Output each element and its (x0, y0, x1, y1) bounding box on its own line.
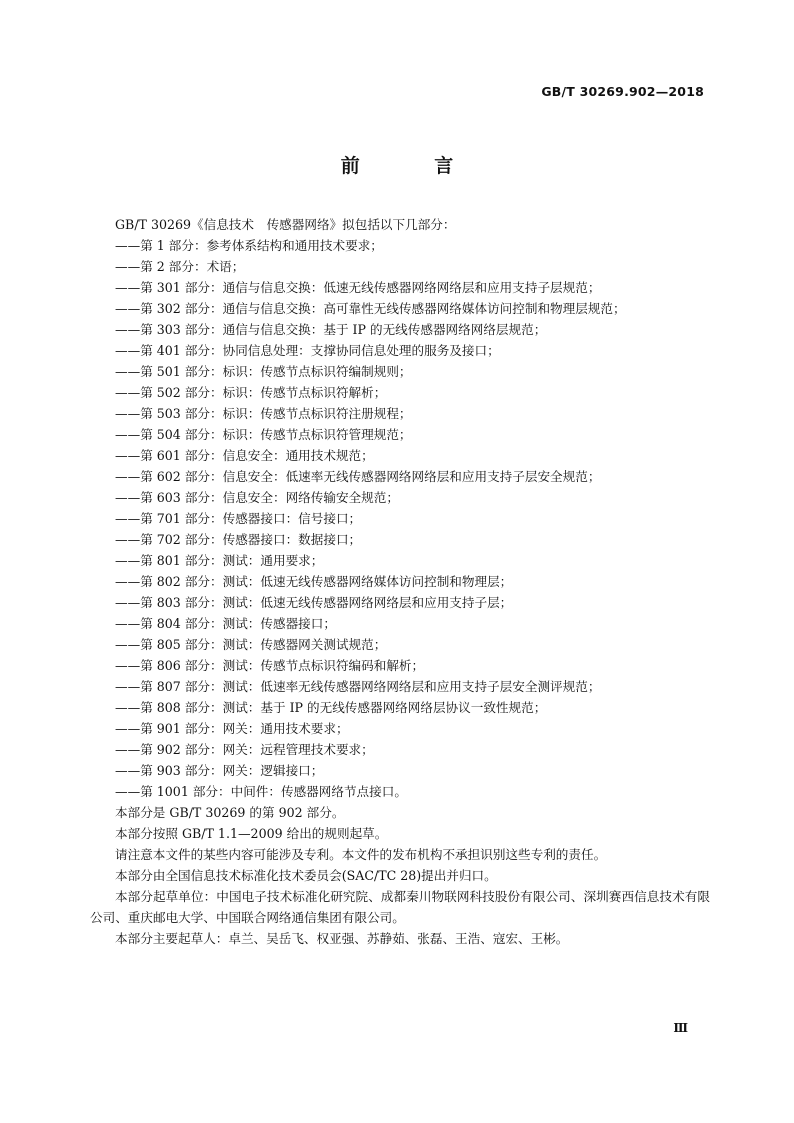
list-item: ——第 2 部分：术语； (115, 259, 245, 274)
list-item: ——第 808 部分：测试：基于 IP 的无线传感器网络网络层协议一致性规范； (115, 700, 547, 715)
statement-paragraph: 本部分是 GB/T 30269 的第 902 部分。 (115, 805, 345, 820)
page-title: 前 言 (340, 155, 488, 177)
list-item: ——第 503 部分：标识：传感节点标识符注册规程； (115, 406, 412, 421)
list-item: ——第 601 部分：信息安全：通用技术规范； (115, 448, 374, 463)
statement-paragraph: 请注意本文件的某些内容可能涉及专利。本文件的发布机构不承担识别这些专利的责任。 (115, 847, 607, 862)
list-item: ——第 401 部分：协同信息处理：支撑协同信息处理的服务及接口； (115, 343, 500, 358)
list-item: ——第 701 部分：传感器接口：信号接口； (115, 511, 362, 526)
parts-list (90, 235, 710, 802)
list-item: ——第 804 部分：测试：传感器接口； (115, 616, 336, 631)
list-item: ——第 303 部分：通信与信息交换：基于 IP 的无线传感器网络网络层规范； (115, 322, 547, 337)
list-item: ——第 902 部分：网关：远程管理技术要求； (115, 742, 374, 757)
statement-paragraph: 本部分按照 GB/T 1.1—2009 给出的规则起草。 (115, 826, 388, 841)
list-item: ——第 802 部分：测试：低速无线传感器网络媒体访问控制和物理层； (115, 574, 513, 589)
list-item: ——第 502 部分：标识：传感节点标识符解析； (115, 385, 387, 400)
intro-paragraph: GB/T 30269《信息技术 传感器网络》拟包括以下几部分： (115, 217, 456, 232)
standard-number: GB/T 30269.902—2018 (541, 84, 704, 99)
list-item: ——第 806 部分：测试：传感节点标识符编码和解析； (115, 658, 425, 673)
preface-body (90, 214, 710, 949)
list-item: ——第 1 部分：参考体系结构和通用技术要求； (115, 238, 383, 253)
drafting-organizations: 本部分起草单位：中国电子技术标准化研究院、成都秦川物联网科技股份有限公司、深圳赛西信息技术有限公司、重庆邮电大学、中国联合网络通信集团有限公司。 (90, 889, 710, 925)
list-item: ——第 501 部分：标识：传感节点标识符编制规则； (115, 364, 412, 379)
list-item: ——第 1001 部分：中间件：传感器网络节点接口。 (115, 784, 407, 799)
list-item: ——第 805 部分：测试：传感器网关测试规范； (115, 637, 387, 652)
list-item: ——第 901 部分：网关：通用技术要求； (115, 721, 349, 736)
list-item: ——第 301 部分：通信与信息交换：低速无线传感器网络网络层和应用支持子层规范； (115, 280, 601, 295)
list-item: ——第 602 部分：信息安全：低速率无线传感器网络网络层和应用支持子层安全规范； (115, 469, 601, 484)
list-item: ——第 504 部分：标识：传感节点标识符管理规范； (115, 427, 412, 442)
list-item: ——第 803 部分：测试：低速无线传感器网络网络层和应用支持子层； (115, 595, 513, 610)
list-item: ——第 801 部分：测试：通用要求； (115, 553, 324, 568)
drafters: 本部分主要起草人：卓兰、吴岳飞、权亚强、苏静茹、张磊、王浩、寇宏、王彬。 (115, 931, 569, 946)
page-number: Ⅲ (673, 1021, 688, 1035)
list-item: ——第 702 部分：传感器接口：数据接口； (115, 532, 362, 547)
list-item: ——第 807 部分：测试：低速率无线传感器网络网络层和应用支持子层安全测评规范； (115, 679, 601, 694)
list-item: ——第 302 部分：通信与信息交换：高可靠性无线传感器网络媒体访问控制和物理层规范； (115, 301, 626, 316)
list-item: ——第 603 部分：信息安全：网络传输安全规范； (115, 490, 399, 505)
statement-paragraph: 本部分由全国信息技术标准化技术委员会(SAC/TC 28)提出并归口。 (115, 868, 497, 883)
list-item: ——第 903 部分：网关：逻辑接口； (115, 763, 324, 778)
